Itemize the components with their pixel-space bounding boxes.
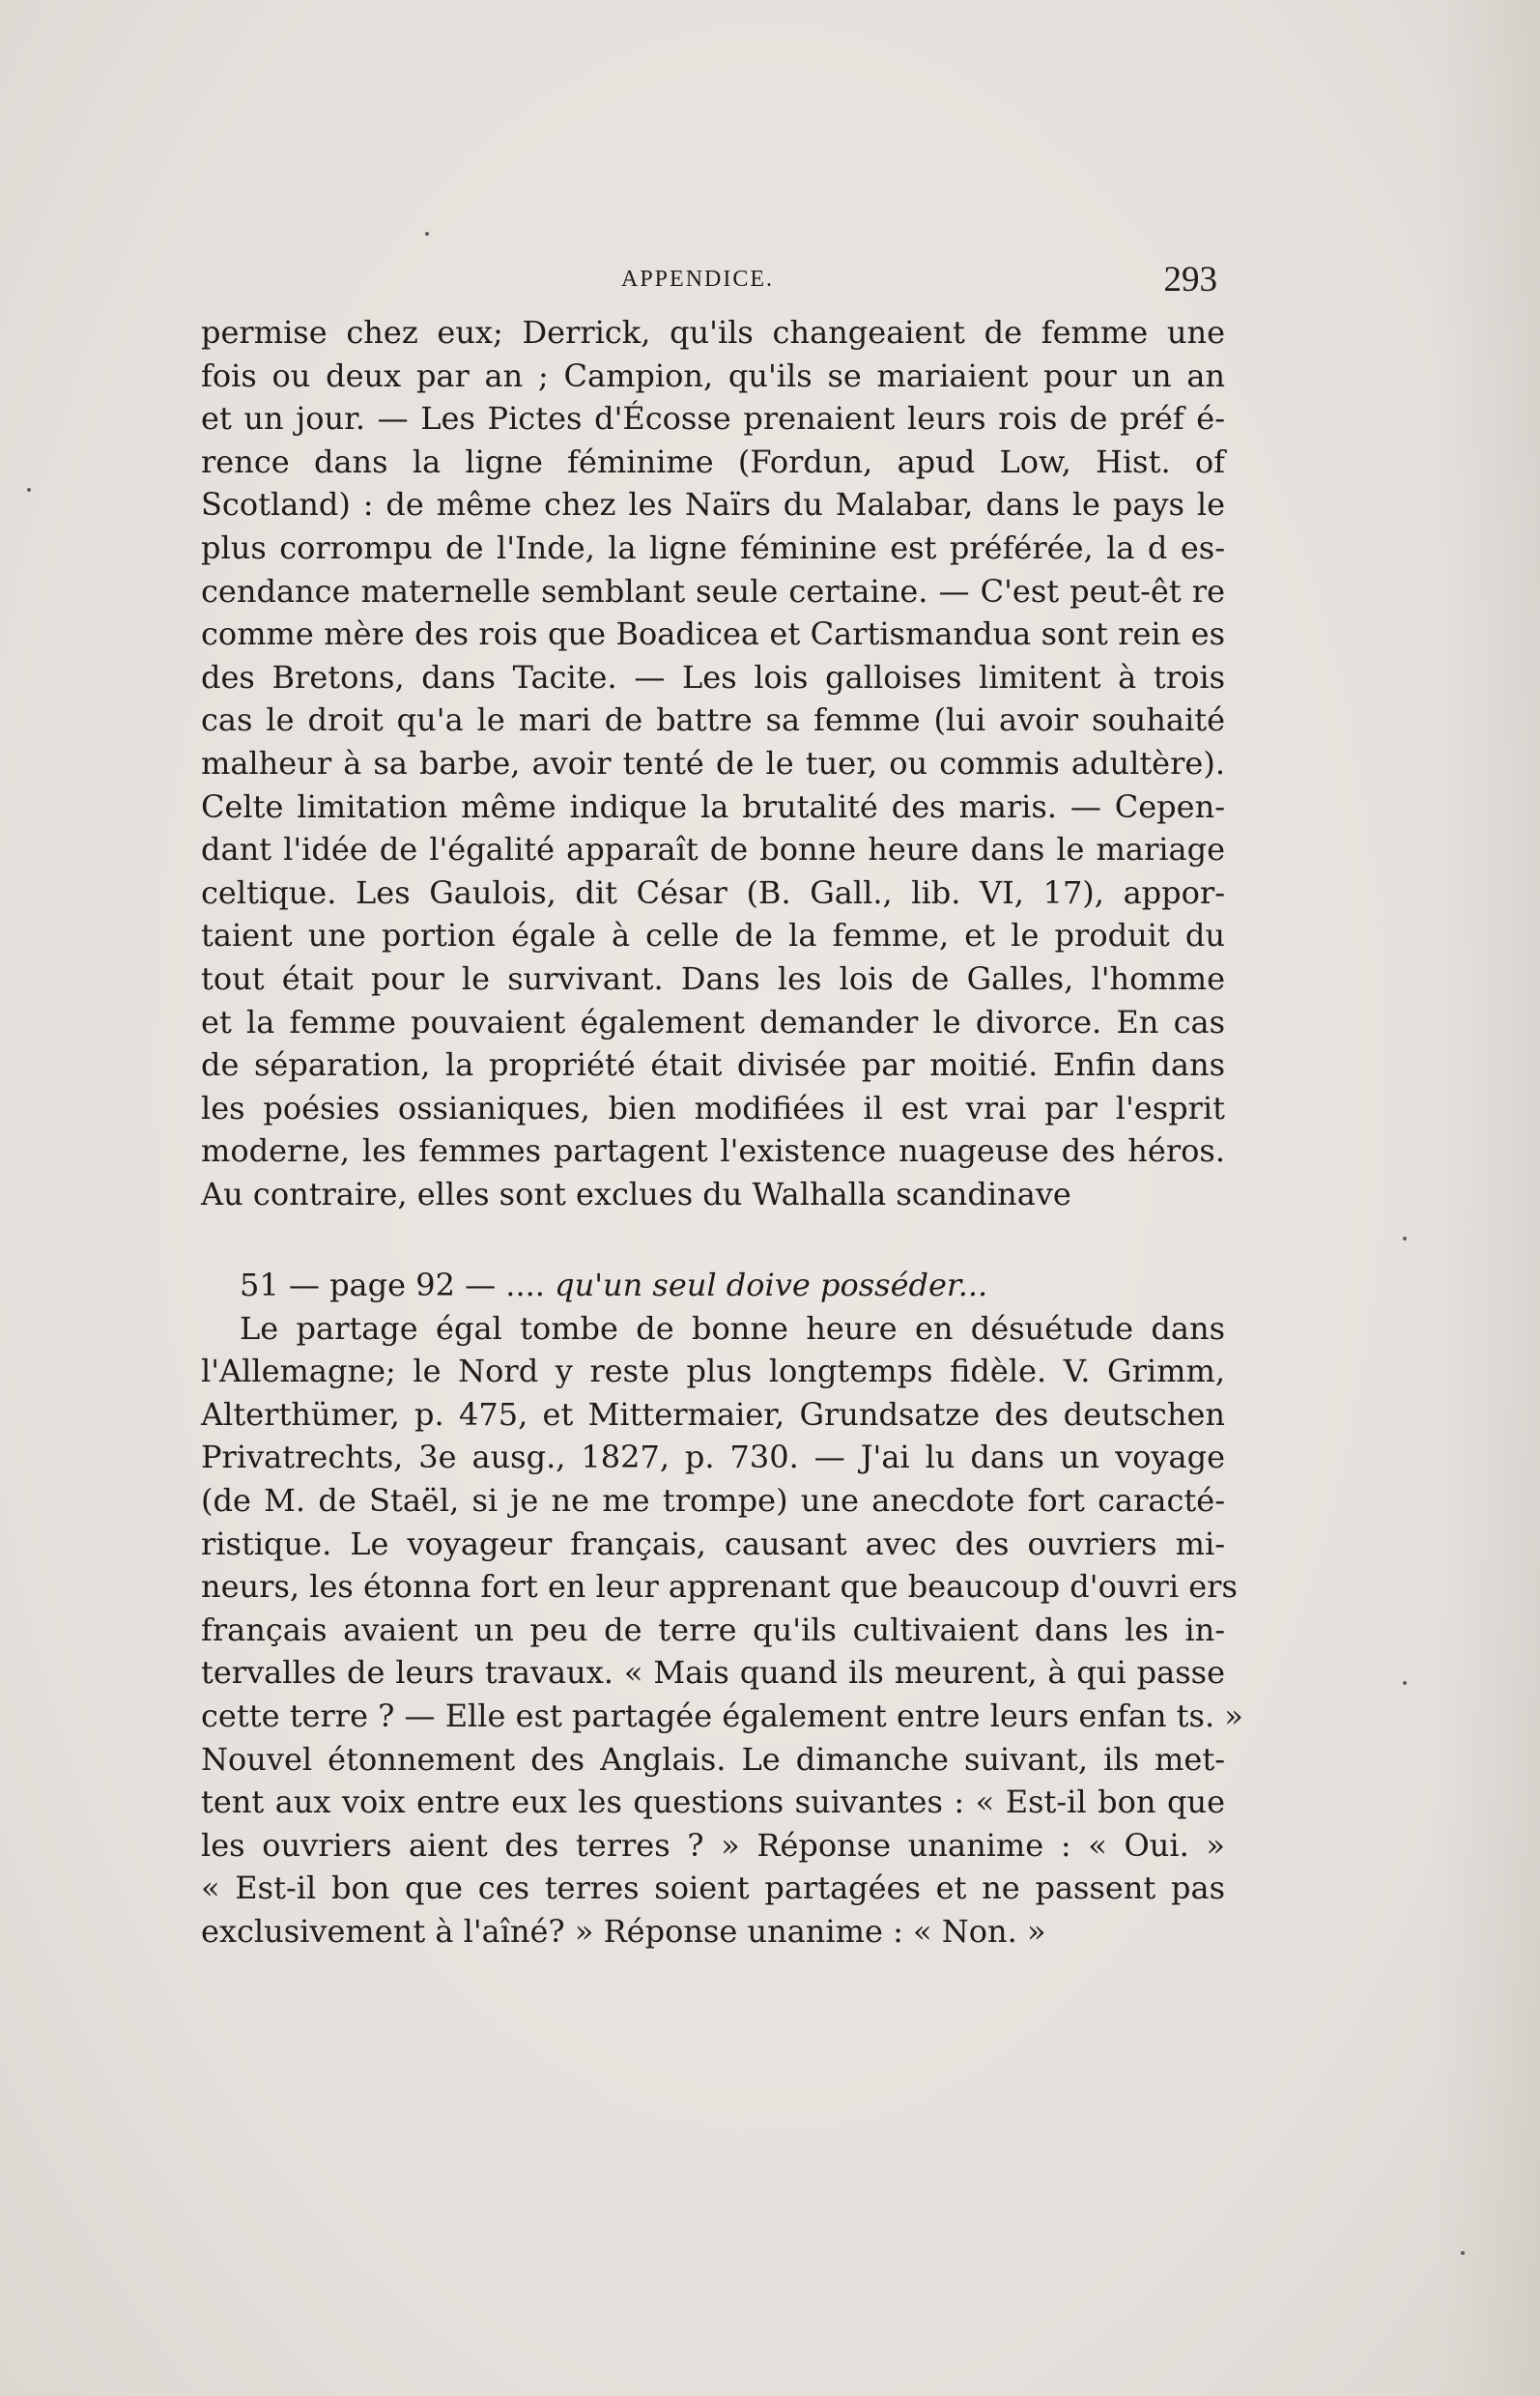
running-head	[201, 259, 1217, 301]
text-line: (de M. de Staël, si je ne me trompe) une anecdote fort caracté-	[201, 1481, 1225, 1519]
text-line: Privatrechts, 3e ausg., 1827, p. 730. — J'ai lu dans un voyage	[201, 1439, 1225, 1476]
text-line: tout était pour le survivant. Dans les lois de Galles, l'homme	[201, 959, 1225, 997]
text-line: les poésies ossianiques, bien modifiées il est vrai par l'esprit	[201, 1089, 1225, 1127]
text-line: « Est-il bon que ces terres soient partagées et ne passent pas	[201, 1869, 1225, 1907]
continued-note-text	[201, 311, 1225, 1215]
text-line-last: Au contraire, elles sont exclues du Walhalla scandinave	[201, 1175, 1071, 1212]
paper-speck	[1461, 2251, 1465, 2255]
text-line: Alterthümer, p. 475, et Mittermaier, Grundsatze des deutschen	[201, 1395, 1225, 1433]
text-line: Celte limitation même indique la brutalité des maris. — Cepen-	[201, 787, 1225, 825]
text-line: cette terre ? — Elle est partagée également entre leurs enfan ts. »	[201, 1697, 1243, 1734]
text-line: cendance maternelle semblant seule certaine. — C'est peut-êt re	[201, 572, 1225, 610]
text-line: dant l'idée de l'égalité apparaît de bonne heure dans le mariage	[201, 831, 1225, 869]
paper-speck	[425, 232, 429, 236]
page-edge-shadow	[1434, 0, 1540, 2396]
text-line: Scotland) : de même chez les Naïrs du Malabar, dans le pays le	[201, 486, 1225, 524]
note-heading	[201, 1264, 1225, 1307]
text-line: tent aux voix entre eux les questions suivantes : « Est-il bon que	[201, 1783, 1225, 1821]
note-51	[201, 1264, 1243, 1954]
text-line: les ouvriers aient des terres ? » Réponse unanime : « Oui. »	[201, 1826, 1225, 1864]
text-line: malheur à sa barbe, avoir tenté de le tuer, ou commis adultère).	[201, 744, 1225, 782]
text-line: celtique. Les Gaulois, dit César (B. Gall., lib. VI, 17), appor-	[201, 873, 1225, 911]
paper-speck	[27, 488, 31, 492]
text-line-last: exclusivement à l'aîné? » Réponse unanime : « Non. »	[201, 1912, 1046, 1950]
text-line: comme mère des rois que Boadicea et Cartismandua sont rein es	[201, 615, 1225, 653]
text-line: et la femme pouvaient également demander le divorce. En cas	[201, 1003, 1225, 1041]
text-line: plus corrompu de l'Inde, la ligne féminine est préférée, la d es-	[201, 528, 1225, 566]
text-line: tervalles de leurs travaux. « Mais quand ils meurent, à qui passe	[201, 1654, 1225, 1692]
text-line: permise chez eux; Derrick, qu'ils changeaient de femme une	[201, 314, 1225, 351]
text-line: cas le droit qu'a le mari de battre sa femme (lui avoir souhaité	[201, 701, 1225, 739]
paper-speck	[1403, 1681, 1407, 1685]
text-line: français avaient un peu de terre qu'ils cultivaient dans les in-	[201, 1611, 1225, 1648]
page-number: 293	[1163, 260, 1217, 300]
text-line: taient une portion égale à celle de la femme, et le produit du	[201, 917, 1225, 955]
running-title: APPENDICE.	[621, 267, 775, 292]
note-quote: qu'un seul doive posséder...	[555, 1267, 988, 1303]
text-line: l'Allemagne; le Nord y reste plus longtemps fidèle. V. Grimm,	[201, 1353, 1225, 1390]
text-line: fois ou deux par an ; Campion, qu'ils se mariaient pour un an	[201, 357, 1225, 394]
text-line: rence dans la ligne féminime (Fordun, apud Low, Hist. of	[201, 442, 1225, 480]
text-line: ristique. Le voyageur français, causant avec des ouvriers mi-	[201, 1525, 1225, 1562]
text-line: neurs, les étonna fort en leur apprenant que beaucoup d'ouvri ers	[201, 1568, 1238, 1606]
text-line: et un jour. — Les Pictes d'Écosse prenaient leurs rois de préf é-	[201, 400, 1225, 438]
text-line: Le partage égal tombe de bonne heure en désuétude dans	[240, 1309, 1225, 1347]
note-reference: 51 — page 92 — ....	[240, 1267, 545, 1303]
text-line: Nouvel étonnement des Anglais. Le dimanche suivant, ils met-	[201, 1740, 1225, 1778]
text-line: moderne, les femmes partagent l'existence nuageuse des héros.	[201, 1132, 1225, 1170]
text-line: de séparation, la propriété était divisée par moitié. Enfin dans	[201, 1046, 1225, 1084]
text-line: des Bretons, dans Tacite. — Les lois galloises limitent à trois	[201, 658, 1225, 696]
paper-speck	[1403, 1237, 1407, 1241]
